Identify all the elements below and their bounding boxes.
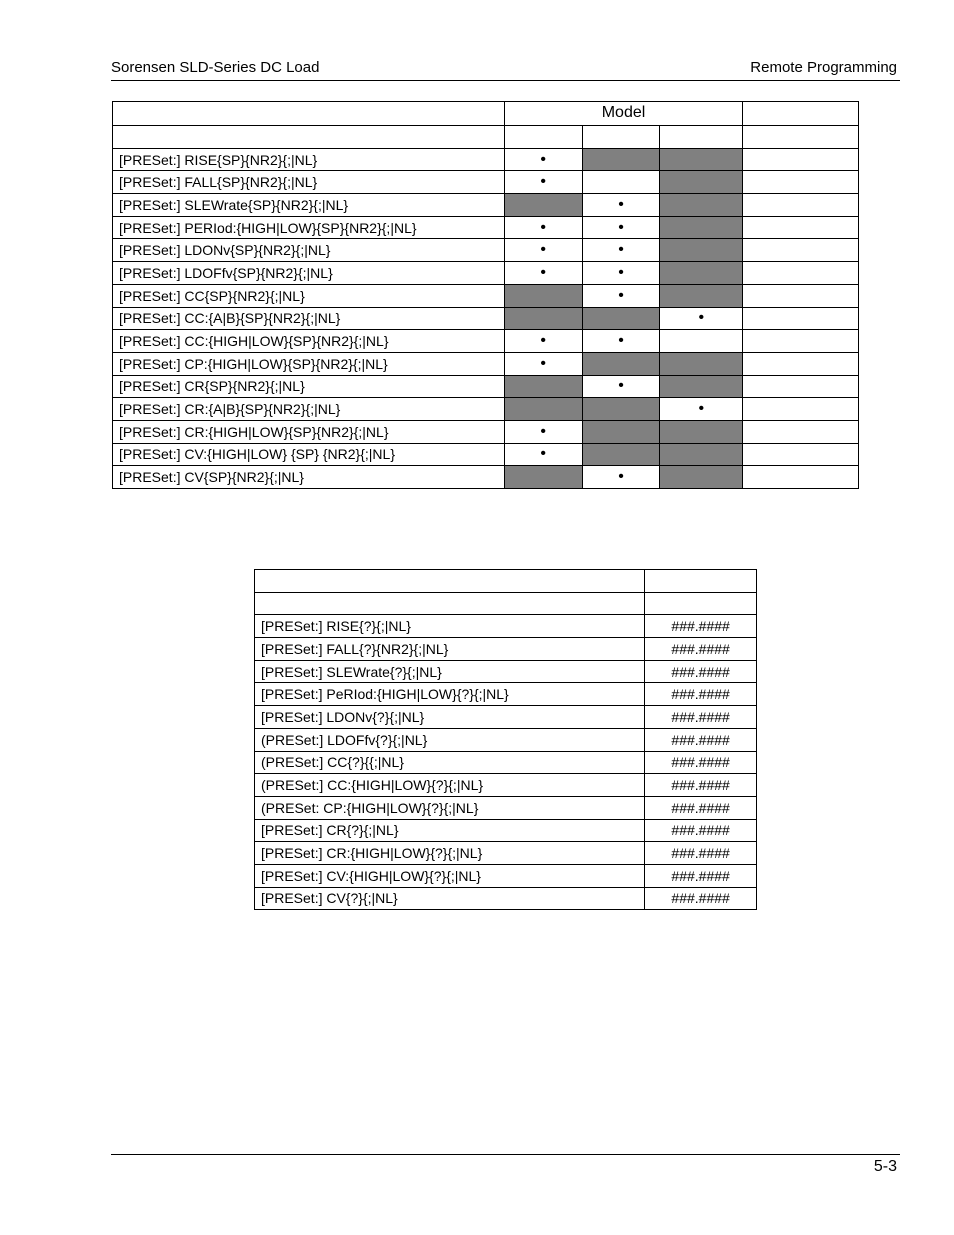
table-row: [113, 352, 859, 375]
empty-cell: [743, 330, 859, 353]
table-row: [255, 751, 757, 774]
table-row: [113, 262, 859, 285]
unsupported-shaded-cell: [582, 352, 660, 375]
return-format-cell: ###.####: [645, 660, 757, 683]
return-format-cell: ###.####: [645, 887, 757, 910]
table-row: [255, 728, 757, 751]
unsupported-shaded-cell: [660, 466, 743, 489]
table-row: [113, 375, 859, 398]
supported-bullet: •: [582, 330, 660, 353]
table-header-row: [255, 570, 757, 593]
command-cell: [PRESet:] CP:{HIGH|LOW}{SP}{NR2}{;|NL}: [113, 352, 505, 375]
supported-bullet: •: [582, 194, 660, 217]
table-row: [255, 706, 757, 729]
empty-cell: [743, 148, 859, 171]
query-command-cell: [PRESet:] RISE{?}{;|NL}: [255, 615, 645, 638]
supported-bullet: •: [582, 239, 660, 262]
unsupported-shaded-cell: [660, 284, 743, 307]
command-model-table: [112, 101, 859, 489]
table-subheader-row: [113, 126, 859, 149]
supported-bullet: •: [582, 262, 660, 285]
footer-rule: [111, 1154, 900, 1155]
unsupported-shaded-cell: [660, 216, 743, 239]
command-cell: [PRESet:] CR:{A|B}{SP}{NR2}{;|NL}: [113, 398, 505, 421]
return-format-cell: ###.####: [645, 638, 757, 661]
table-subheader-row: [255, 592, 757, 615]
return-format-cell: ###.####: [645, 864, 757, 887]
command-cell: [PRESet:] FALL{SP}{NR2}{;|NL}: [113, 171, 505, 194]
command-cell: [PRESet:] CR:{HIGH|LOW}{SP}{NR2}{;|NL}: [113, 420, 505, 443]
return-format-cell: ###.####: [645, 728, 757, 751]
model-header: Model: [504, 102, 742, 126]
unsupported-shaded-cell: [504, 307, 582, 330]
query-command-cell: (PRESet:] CC{?}{{;|NL}: [255, 751, 645, 774]
empty-cell: [743, 398, 859, 421]
supported-bullet: •: [660, 398, 743, 421]
return-format-cell: ###.####: [645, 796, 757, 819]
unsupported-shaded-cell: [582, 307, 660, 330]
header-title: Sorensen SLD-Series DC Load: [111, 59, 320, 76]
supported-bullet: •: [582, 466, 660, 489]
supported-bullet: •: [504, 330, 582, 353]
table-row: [113, 239, 859, 262]
supported-bullet: •: [660, 307, 743, 330]
empty-cell: [743, 443, 859, 466]
header-cell-empty: [255, 570, 645, 593]
supported-bullet: •: [504, 352, 582, 375]
supported-bullet: •: [504, 420, 582, 443]
empty-cell: [743, 262, 859, 285]
query-command-cell: [PRESet:] FALL{?}{NR2}{;|NL}: [255, 638, 645, 661]
table-row: [113, 466, 859, 489]
unsupported-shaded-cell: [660, 443, 743, 466]
empty-cell: [743, 352, 859, 375]
unsupported-shaded-cell: [582, 148, 660, 171]
supported-bullet: •: [504, 148, 582, 171]
table-row: [255, 683, 757, 706]
query-command-cell: [PRESet:] PeRIod:{HIGH|LOW}{?}{;|NL}: [255, 683, 645, 706]
table-row: [113, 398, 859, 421]
table-row: [113, 148, 859, 171]
query-command-cell: (PRESet:] LDOFfv{?}{;|NL}: [255, 728, 645, 751]
header-cell-empty: [743, 102, 859, 126]
unsupported-shaded-cell: [582, 398, 660, 421]
query-command-cell: [PRESet:] CV:{HIGH|LOW}{?}{;|NL}: [255, 864, 645, 887]
supported-bullet: •: [504, 262, 582, 285]
table-row: [255, 796, 757, 819]
header-cell-empty: [113, 126, 505, 149]
command-cell: [PRESet:] PERIod:{HIGH|LOW}{SP}{NR2}{;|NL}: [113, 216, 505, 239]
table-header-row: [113, 102, 859, 126]
command-cell: [PRESet:] RISE{SP}{NR2}{;|NL}: [113, 148, 505, 171]
unsupported-shaded-cell: [660, 171, 743, 194]
return-format-cell: ###.####: [645, 842, 757, 865]
unsupported-shaded-cell: [660, 375, 743, 398]
unsupported-shaded-cell: [660, 239, 743, 262]
return-format-cell: ###.####: [645, 751, 757, 774]
command-cell: [PRESet:] LDOFfv{SP}{NR2}{;|NL}: [113, 262, 505, 285]
page-number: 5-3: [873, 1158, 897, 1175]
unsupported-shaded-cell: [504, 398, 582, 421]
empty-cell: [743, 284, 859, 307]
table-row: [255, 842, 757, 865]
table-row: [113, 443, 859, 466]
unsupported-shaded-cell: [582, 420, 660, 443]
command-cell: [PRESet:] CC:{A|B}{SP}{NR2}{;|NL}: [113, 307, 505, 330]
table-row: [113, 307, 859, 330]
query-command-cell: [PRESet:] CV{?}{;|NL}: [255, 887, 645, 910]
supported-bullet: •: [504, 443, 582, 466]
empty-cell: [743, 239, 859, 262]
supported-bullet: •: [582, 216, 660, 239]
table-row: [113, 284, 859, 307]
command-cell: [PRESet:] LDONv{SP}{NR2}{;|NL}: [113, 239, 505, 262]
table-row: [113, 330, 859, 353]
table-row: [255, 660, 757, 683]
query-command-cell: (PRESet:] CC:{HIGH|LOW}{?}{;|NL}: [255, 774, 645, 797]
header-section: Remote Programming: [750, 59, 897, 76]
unsupported-shaded-cell: [582, 443, 660, 466]
return-format-cell: ###.####: [645, 615, 757, 638]
query-format-table: [254, 569, 757, 910]
return-format-cell: ###.####: [645, 706, 757, 729]
unsupported-shaded-cell: [504, 375, 582, 398]
query-command-cell: [PRESet:] CR{?}{;|NL}: [255, 819, 645, 842]
empty-cell: [660, 330, 743, 353]
table-row: [255, 887, 757, 910]
table-row: [113, 420, 859, 443]
query-command-cell: (PRESet: CP:{HIGH|LOW}{?}{;|NL}: [255, 796, 645, 819]
header-cell-empty: [645, 570, 757, 593]
return-format-cell: ###.####: [645, 774, 757, 797]
header-cell-empty: [743, 126, 859, 149]
table-row: [255, 638, 757, 661]
table-row: [113, 171, 859, 194]
table-row: [113, 216, 859, 239]
supported-bullet: •: [504, 216, 582, 239]
unsupported-shaded-cell: [660, 420, 743, 443]
unsupported-shaded-cell: [660, 262, 743, 285]
header-cell-empty: [582, 126, 660, 149]
command-cell: [PRESet:] CC:{HIGH|LOW}{SP}{NR2}{;|NL}: [113, 330, 505, 353]
supported-bullet: •: [504, 239, 582, 262]
table-row: [255, 819, 757, 842]
empty-cell: [743, 216, 859, 239]
unsupported-shaded-cell: [504, 284, 582, 307]
supported-bullet: •: [582, 375, 660, 398]
empty-cell: [743, 194, 859, 217]
table-row: [255, 615, 757, 638]
unsupported-shaded-cell: [504, 466, 582, 489]
command-cell: [PRESet:] CV{SP}{NR2}{;|NL}: [113, 466, 505, 489]
command-cell: [PRESet:] CC{SP}{NR2}{;|NL}: [113, 284, 505, 307]
header-cell-empty: [660, 126, 743, 149]
table-row: [255, 864, 757, 887]
header-cell-empty: [645, 592, 757, 615]
empty-cell: [743, 307, 859, 330]
query-command-cell: [PRESet:] SLEWrate{?}{;|NL}: [255, 660, 645, 683]
command-cell: [PRESet:] CV:{HIGH|LOW} {SP} {NR2}{;|NL}: [113, 443, 505, 466]
unsupported-shaded-cell: [660, 148, 743, 171]
query-command-cell: [PRESet:] LDONv{?}{;|NL}: [255, 706, 645, 729]
empty-cell: [743, 466, 859, 489]
return-format-cell: ###.####: [645, 683, 757, 706]
header-cell-empty: [255, 592, 645, 615]
supported-bullet: •: [504, 171, 582, 194]
empty-cell: [743, 420, 859, 443]
empty-cell: [743, 171, 859, 194]
query-command-cell: [PRESet:] CR:{HIGH|LOW}{?}{;|NL}: [255, 842, 645, 865]
command-cell: [PRESet:] CR{SP}{NR2}{;|NL}: [113, 375, 505, 398]
table-row: [255, 774, 757, 797]
unsupported-shaded-cell: [504, 194, 582, 217]
supported-bullet: •: [582, 284, 660, 307]
table-row: [113, 194, 859, 217]
command-cell: [PRESet:] SLEWrate{SP}{NR2}{;|NL}: [113, 194, 505, 217]
unsupported-shaded-cell: [660, 352, 743, 375]
header-cell-empty: [113, 102, 505, 126]
header-cell-empty: [504, 126, 582, 149]
header-rule: [111, 80, 900, 81]
unsupported-shaded-cell: [660, 194, 743, 217]
empty-cell: [743, 375, 859, 398]
empty-cell: [582, 171, 660, 194]
return-format-cell: ###.####: [645, 819, 757, 842]
